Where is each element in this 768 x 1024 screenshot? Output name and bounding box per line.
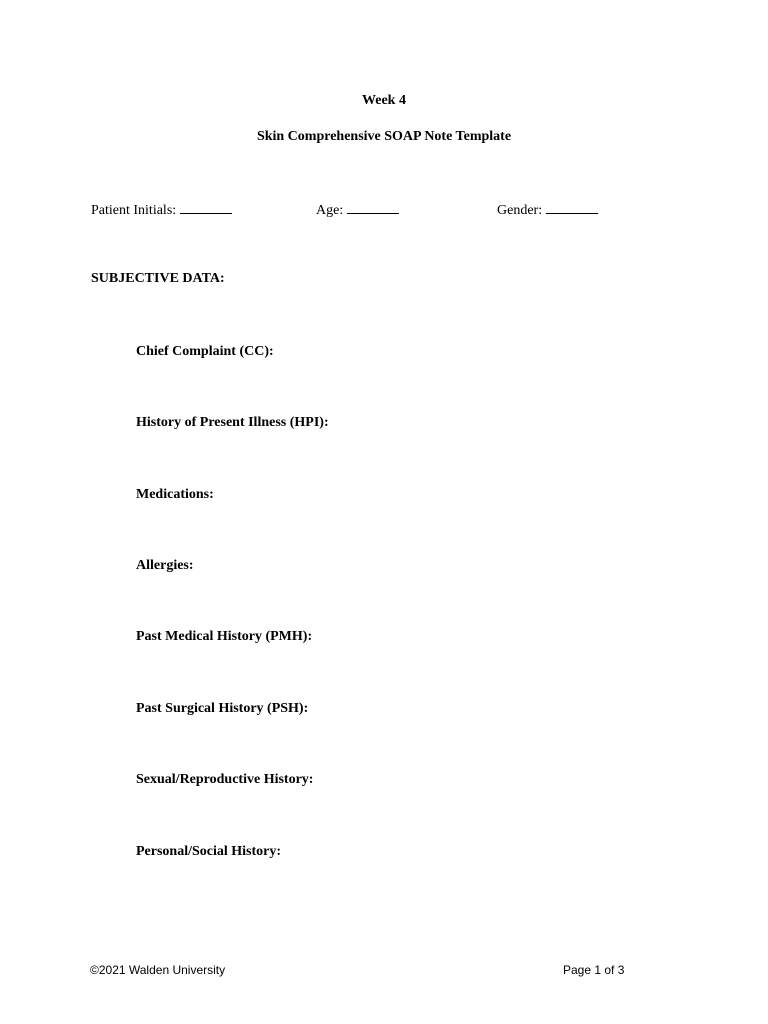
hpi-label: History of Present Illness (HPI): <box>136 415 329 430</box>
age-label: Age: <box>316 203 344 218</box>
patient-initials-field <box>91 200 232 220</box>
footer-copyright: ©2021 Walden University <box>90 963 226 977</box>
gender-label: Gender: <box>497 203 543 218</box>
age-field <box>316 200 399 220</box>
age-blank <box>347 200 399 214</box>
week-label: Week 4 <box>362 93 406 108</box>
patient-initials-blank <box>180 200 232 214</box>
footer-page-number: Page 1 of 3 <box>563 963 625 977</box>
personal-social-history-label: Personal/Social History: <box>136 844 282 859</box>
patient-initials-label: Patient Initials: <box>91 203 177 218</box>
allergies-label: Allergies: <box>136 558 194 573</box>
document-title: Skin Comprehensive SOAP Note Template <box>256 129 512 144</box>
psh-label: Past Surgical History (PSH): <box>136 701 309 716</box>
subjective-data-heading: SUBJECTIVE DATA: <box>91 271 225 286</box>
sexual-reproductive-history-label: Sexual/Reproductive History: <box>136 772 314 787</box>
medications-label: Medications: <box>136 487 214 502</box>
chief-complaint-label: Chief Complaint (CC): <box>136 344 274 359</box>
gender-field <box>497 200 598 220</box>
gender-blank <box>546 200 598 214</box>
pmh-label: Past Medical History (PMH): <box>136 629 313 644</box>
